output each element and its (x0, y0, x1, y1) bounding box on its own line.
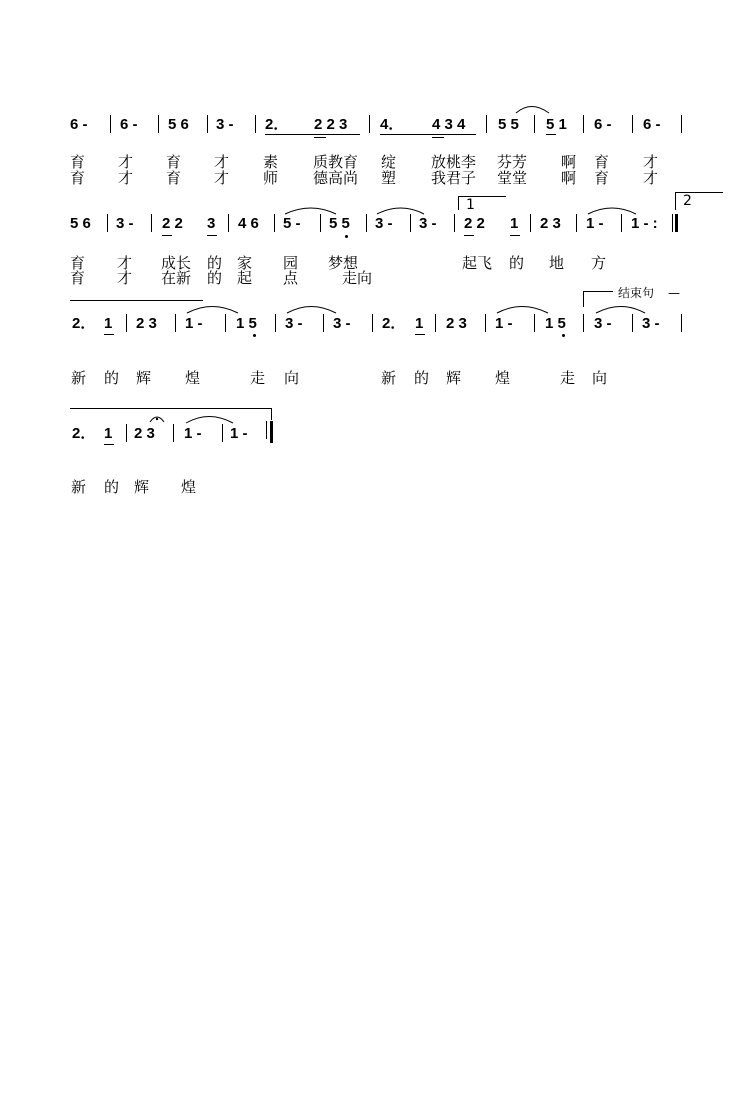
measure: 3 - (594, 315, 612, 332)
lyric: 新 (71, 369, 87, 387)
lyric: 育 (594, 153, 610, 171)
measure: 2． (72, 315, 96, 332)
lyric: 才 (117, 254, 133, 272)
measure: 1 (415, 315, 424, 332)
lyric: 辉 (134, 478, 150, 496)
lyric: 的 (509, 254, 525, 272)
measure: 1 (104, 425, 113, 442)
lyric: 才 (643, 153, 659, 171)
lyric: 育 (70, 254, 86, 272)
lyric: 煌 (495, 369, 511, 387)
lyric: 的 (207, 269, 223, 287)
measure: 5 6 (70, 215, 91, 232)
measure: 4 6 (238, 215, 259, 232)
lyric: 育 (166, 153, 182, 171)
measure-6a: 4． (380, 116, 404, 133)
measure-5a: 2． (265, 116, 289, 133)
measure-8: 5 1 (546, 116, 567, 133)
lyric: 辉 (136, 369, 152, 387)
lyric: 点 (283, 269, 299, 287)
volta-2-label: 2 (683, 193, 692, 209)
lyric: 走 (560, 369, 576, 387)
lyric: 园 (283, 254, 299, 272)
lyric: 煌 (181, 478, 197, 496)
lyric: 煌 (185, 369, 201, 387)
tie (186, 417, 233, 424)
ending-dash: — (668, 286, 680, 300)
tie (187, 307, 238, 314)
measure-6b: 4 3 4 (432, 116, 466, 133)
lyric: 走 (250, 369, 266, 387)
measure-9: 6 - (594, 116, 612, 133)
measure-1: 6 - (70, 116, 88, 133)
lyric: 塑 (381, 169, 397, 187)
ending-label: 结束句 (618, 286, 655, 300)
lyric: 成长 (161, 254, 192, 272)
lyric: 才 (118, 169, 134, 187)
measure: 2 3 (540, 215, 561, 232)
measure-10: 6 - (643, 116, 661, 133)
lyric: 地 (549, 254, 565, 272)
lyric: 我君子 (431, 169, 477, 187)
measure-7: 5 5 (498, 116, 519, 133)
measure: 5 5 (329, 215, 350, 232)
lyric: 育 (594, 169, 610, 187)
measure: 3 - (419, 215, 437, 232)
measure: 1 - : (631, 215, 658, 232)
measure: 1 - (495, 315, 513, 332)
measure: 3 - (375, 215, 393, 232)
lyric: 的 (207, 254, 223, 272)
lyric: 放桃李 (431, 153, 477, 171)
measure: 1 5 (545, 315, 566, 332)
measure: 1 - (184, 425, 202, 442)
lyric: 方 (591, 254, 607, 272)
measure: 1 - (230, 425, 248, 442)
measure: 1 (510, 215, 519, 232)
lyric: 家 (237, 254, 253, 272)
measure: 2． (72, 425, 96, 442)
measure: 1 5 (236, 315, 257, 332)
measure: 3 (207, 215, 216, 232)
measure: 1 - (586, 215, 604, 232)
measure: 1 (104, 315, 113, 332)
measure: 3 - (642, 315, 660, 332)
lyric: 在新 (161, 269, 192, 287)
measure: 5 - (283, 215, 301, 232)
volta-1-label: 1 (466, 197, 475, 213)
lyric: 绽 (381, 153, 397, 171)
lyric: 育 (166, 169, 182, 187)
lyric: 育 (70, 269, 86, 287)
lyric: 芬芳 (497, 153, 528, 171)
measure: 2 3 (134, 425, 155, 442)
tie (287, 307, 336, 314)
lyric: 质教育 (313, 153, 359, 171)
lyric: 师 (263, 169, 279, 187)
lyric: 啊 (561, 153, 577, 171)
lyric: 才 (117, 269, 133, 287)
fermata-dot (156, 418, 158, 420)
tie (377, 208, 424, 214)
lyric: 梦想 (328, 254, 359, 272)
lyric: 新 (71, 478, 87, 496)
measure-3: 5 6 (168, 116, 189, 133)
lyric: 才 (214, 153, 230, 171)
lyric: 辉 (446, 369, 462, 387)
lyric: 才 (118, 153, 134, 171)
measure-4: 3 - (216, 116, 234, 133)
tie (497, 307, 548, 314)
measure: 2 2 (464, 215, 485, 232)
lyric: 向 (284, 369, 300, 387)
tie (588, 208, 636, 214)
tie (285, 208, 336, 214)
lyric: 堂堂 (497, 169, 528, 187)
measure: 3 - (285, 315, 303, 332)
measure-2: 6 - (120, 116, 138, 133)
lyric: 素 (263, 153, 279, 171)
lyric: 的 (104, 369, 120, 387)
lyric: 才 (643, 169, 659, 187)
measure: 2 3 (136, 315, 157, 332)
lyric: 起飞 (462, 254, 493, 272)
measure: 1 - (185, 315, 203, 332)
lyric: 才 (214, 169, 230, 187)
lyric: 新 (381, 369, 397, 387)
lyric: 走向 (342, 269, 373, 287)
lyric: 育 (70, 153, 86, 171)
lyric: 啊 (561, 169, 577, 187)
lyric: 的 (104, 478, 120, 496)
tie (516, 107, 549, 114)
measure: 3 - (333, 315, 351, 332)
lyric: 的 (414, 369, 430, 387)
measure: 2 3 (446, 315, 467, 332)
measure: 3 - (116, 215, 134, 232)
tie (596, 307, 645, 314)
lyric: 向 (592, 369, 608, 387)
measure: 2． (382, 315, 406, 332)
lyric: 德高尚 (313, 169, 359, 187)
lyric: 育 (70, 169, 86, 187)
measure: 2 2 (162, 215, 183, 232)
measure-5b: 2 2 3 (314, 116, 348, 133)
lyric: 起 (237, 269, 253, 287)
